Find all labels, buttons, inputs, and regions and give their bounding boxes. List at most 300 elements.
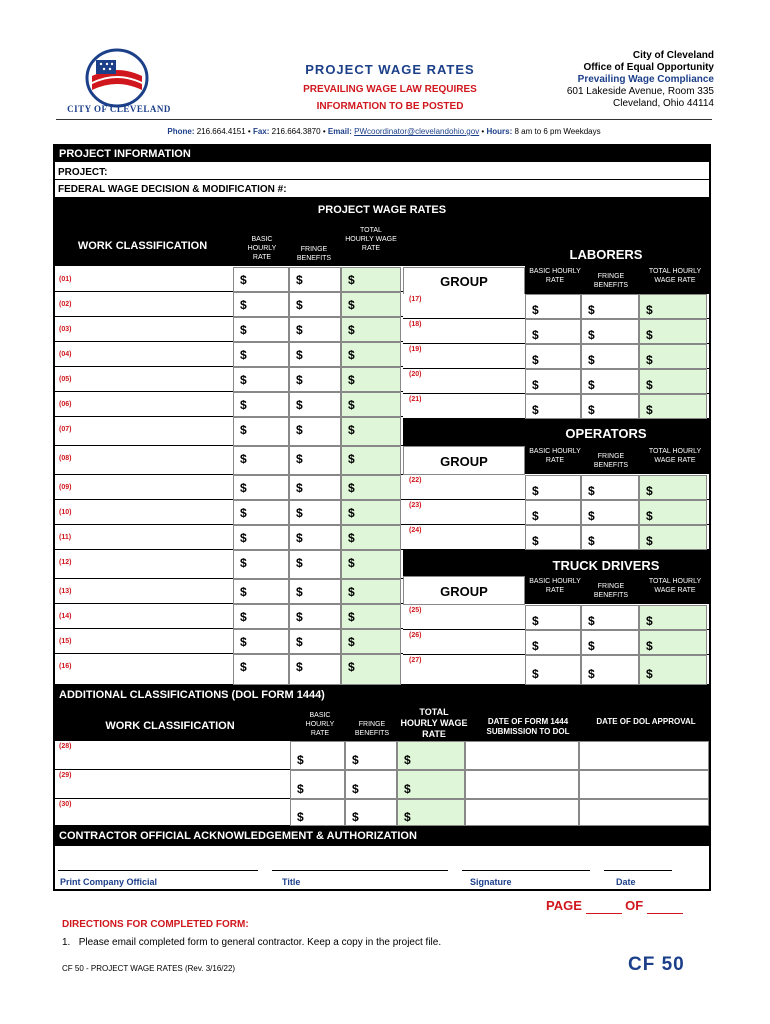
table-row: [55, 770, 709, 799]
dollar-sign: $: [240, 506, 247, 520]
row-number: (13): [59, 588, 72, 595]
fringe-cell[interactable]: [581, 525, 639, 550]
total-rate-cell[interactable]: [639, 475, 707, 500]
total-rate-cell[interactable]: [341, 579, 401, 604]
dollar-sign: $: [348, 323, 355, 337]
dollar-sign: $: [348, 506, 355, 520]
row-number: (14): [59, 613, 72, 620]
row-number: (07): [59, 426, 72, 433]
row-number: (16): [59, 663, 72, 670]
table-row: [55, 741, 709, 770]
fringe-cell[interactable]: [581, 319, 639, 344]
basic-rate-cell[interactable]: [233, 342, 289, 367]
table-row: [403, 319, 709, 344]
dollar-sign: $: [240, 481, 247, 495]
title-line[interactable]: [272, 870, 448, 871]
total-rate-cell[interactable]: [341, 292, 401, 317]
table-row: [403, 475, 709, 500]
fringe-cell[interactable]: [289, 417, 341, 446]
table-row: [55, 799, 709, 826]
rates-heading: PROJECT WAGE RATES: [317, 204, 447, 216]
office-address-block: [494, 50, 714, 110]
dollar-sign: $: [532, 353, 539, 367]
form-code: CF 50: [628, 954, 685, 975]
dollar-sign: $: [588, 378, 595, 392]
dollar-sign: $: [532, 403, 539, 417]
table-row: [403, 394, 709, 419]
table-row: [403, 605, 709, 630]
dollar-sign: $: [352, 753, 359, 767]
project-input[interactable]: [110, 163, 650, 178]
office-city: City of Cleveland: [632, 50, 714, 61]
dollar-sign: $: [532, 378, 539, 392]
project-info-heading: PROJECT INFORMATION: [55, 146, 709, 162]
basic-rate-cell[interactable]: [525, 344, 581, 369]
row-number: (27): [409, 657, 422, 664]
basic-rate-cell[interactable]: [233, 367, 289, 392]
additional-fringe-header: FRINGE BENEFITS: [354, 721, 390, 737]
basic-rate-cell[interactable]: [233, 292, 289, 317]
total-rate-cell[interactable]: [341, 604, 401, 629]
table-row: [403, 525, 709, 550]
federal-label: FEDERAL WAGE DECISION & MODIFICATION #:: [58, 184, 287, 195]
office-name: Office of Equal Opportunity: [583, 62, 714, 73]
total-rate-cell[interactable]: [639, 344, 707, 369]
fringe-cell[interactable]: [345, 741, 397, 770]
dollar-sign: $: [240, 452, 247, 466]
dollar-sign: $: [352, 810, 359, 824]
fringe-cell[interactable]: [581, 344, 639, 369]
dollar-sign: $: [588, 509, 595, 523]
row-number: (05): [59, 376, 72, 383]
basic-rate-cell[interactable]: [233, 654, 289, 685]
operators-total-header: TOTAL HOURLY WAGE RATE: [648, 448, 702, 464]
dollar-sign: $: [404, 753, 411, 767]
date-submission-cell[interactable]: [465, 741, 579, 770]
dollar-sign: $: [296, 506, 303, 520]
operators-title: OPERATORS: [565, 426, 647, 441]
group-label: GROUP: [440, 454, 488, 469]
fringe-cell[interactable]: [289, 500, 341, 525]
basic-rate-cell[interactable]: [525, 319, 581, 344]
dollar-sign: $: [348, 348, 355, 362]
fringe-cell[interactable]: [581, 500, 639, 525]
row-number: (15): [59, 638, 72, 645]
total-rate-cell[interactable]: [397, 770, 465, 799]
signature-line[interactable]: [462, 870, 590, 871]
basic-rate-cell[interactable]: [233, 629, 289, 654]
dollar-sign: $: [296, 585, 303, 599]
basic-rate-cell[interactable]: [233, 579, 289, 604]
phone-value: 216.664.4151: [196, 127, 246, 136]
additional-work-class-label: WORK CLASSIFICATION: [105, 720, 235, 732]
form-id: CF 50 - PROJECT WAGE RATES (Rev. 3/16/22): [62, 964, 236, 973]
dollar-sign: $: [532, 639, 539, 653]
total-rate-cell[interactable]: [639, 525, 707, 550]
row-number: (02): [59, 301, 72, 308]
laborers-total-header: TOTAL HOURLY WAGE RATE: [648, 268, 702, 284]
date-approval-cell[interactable]: [579, 741, 709, 770]
table-row: [55, 267, 403, 292]
dollar-sign: $: [588, 639, 595, 653]
of-label: OF: [625, 898, 644, 913]
dollar-sign: $: [646, 534, 653, 548]
laborers-fringe-header: FRINGE BENEFITS: [593, 273, 629, 289]
project-label: PROJECT:: [58, 167, 108, 178]
date-approval-cell[interactable]: [579, 799, 709, 826]
dollar-sign: $: [588, 403, 595, 417]
page-counter: [546, 898, 683, 914]
dollar-sign: $: [296, 373, 303, 387]
total-rate-cell[interactable]: [639, 394, 707, 419]
table-row: [403, 369, 709, 394]
laborers-title: LABORERS: [569, 247, 643, 262]
email-link[interactable]: PWcoordinator@clevelandohio.gov: [354, 127, 480, 136]
subtitle-line-2: INFORMATION TO BE POSTED: [316, 101, 464, 112]
page-label: PAGE: [546, 898, 582, 913]
table-row: [55, 525, 403, 550]
dollar-sign: $: [296, 635, 303, 649]
row-number: (18): [409, 321, 422, 328]
form-title: PROJECT WAGE RATES: [305, 62, 475, 77]
fringe-cell[interactable]: [581, 294, 639, 319]
table-row: [55, 446, 403, 475]
directions-title: DIRECTIONS FOR COMPLETED FORM:: [62, 919, 249, 930]
office-addr2: Cleveland, Ohio 44114: [613, 98, 714, 109]
total-rate-cell[interactable]: [341, 629, 401, 654]
total-rate-cell[interactable]: [341, 342, 401, 367]
truck-title: TRUCK DRIVERS: [552, 558, 660, 573]
total-rate-cell[interactable]: [341, 417, 401, 446]
table-row: [55, 500, 403, 525]
dollar-sign: $: [348, 556, 355, 570]
truck-basic-header: BASIC HOURLY RATE: [529, 578, 581, 594]
total-rate-cell[interactable]: [639, 630, 707, 655]
group-label: GROUP: [440, 584, 488, 599]
table-row: [55, 604, 403, 629]
dollar-sign: $: [296, 423, 303, 437]
table-row: [55, 654, 403, 685]
dollar-sign: $: [532, 614, 539, 628]
table-row: [403, 294, 709, 319]
additional-date-approval-header: DATE OF DOL APPROVAL: [596, 717, 696, 726]
fringe-cell[interactable]: [289, 629, 341, 654]
basic-rate-cell[interactable]: [525, 500, 581, 525]
dollar-sign: $: [646, 303, 653, 317]
header-divider: [56, 119, 712, 120]
dollar-sign: $: [240, 398, 247, 412]
total-rate-cell[interactable]: [341, 525, 401, 550]
basic-rate-cell[interactable]: [525, 630, 581, 655]
date-submission-cell[interactable]: [465, 770, 579, 799]
total-rate-cell[interactable]: [639, 369, 707, 394]
direction-text: Please email completed form to general contractor. Keep a copy in the project file.: [78, 937, 442, 948]
fax-value: 216.664.3870: [271, 127, 321, 136]
date-label: Date: [616, 877, 636, 887]
dollar-sign: $: [532, 667, 539, 681]
basic-rate-cell[interactable]: [233, 550, 289, 579]
dollar-sign: $: [240, 273, 247, 287]
fringe-cell[interactable]: [289, 392, 341, 417]
fringe-cell[interactable]: [289, 267, 341, 292]
dollar-sign: $: [348, 373, 355, 387]
dollar-sign: $: [240, 373, 247, 387]
fringe-cell[interactable]: [581, 655, 639, 685]
dollar-sign: $: [296, 481, 303, 495]
dollar-sign: $: [588, 534, 595, 548]
dollar-sign: $: [588, 484, 595, 498]
dollar-sign: $: [646, 639, 653, 653]
total-rate-cell[interactable]: [639, 655, 707, 685]
total-rate-cell[interactable]: [639, 605, 707, 630]
fringe-header: FRINGE BENEFITS: [296, 246, 332, 262]
table-row: [403, 655, 709, 685]
basic-rate-cell[interactable]: [290, 741, 345, 770]
hours-label: Hours:: [486, 127, 513, 136]
total-rate-cell[interactable]: [341, 317, 401, 342]
truck-total-header: TOTAL HOURLY WAGE RATE: [648, 578, 702, 594]
dollar-sign: $: [588, 353, 595, 367]
dollar-sign: $: [348, 481, 355, 495]
table-row: [55, 629, 403, 654]
row-number: (17): [409, 296, 422, 303]
subtitle-line-1: PREVAILING WAGE LAW REQUIRES: [303, 84, 477, 95]
separator: •: [322, 127, 326, 136]
row-number: (01): [59, 276, 72, 283]
table-row: [55, 367, 403, 392]
dollar-sign: $: [646, 614, 653, 628]
total-rate-cell[interactable]: [341, 500, 401, 525]
row-number: (30): [59, 801, 72, 808]
total-rate-cell[interactable]: [341, 654, 401, 685]
dollar-sign: $: [646, 378, 653, 392]
dollar-sign: $: [532, 484, 539, 498]
dollar-sign: $: [348, 585, 355, 599]
table-row: [55, 392, 403, 417]
dollar-sign: $: [348, 423, 355, 437]
truck-fringe-header: FRINGE BENEFITS: [593, 583, 629, 599]
basic-rate-cell[interactable]: [525, 394, 581, 419]
federal-field: [58, 180, 708, 196]
basic-rate-cell[interactable]: [233, 446, 289, 475]
fringe-cell[interactable]: [289, 292, 341, 317]
basic-rate-cell[interactable]: [233, 475, 289, 500]
fringe-cell[interactable]: [289, 342, 341, 367]
fringe-cell[interactable]: [289, 367, 341, 392]
contact-line: [56, 127, 712, 136]
fringe-cell[interactable]: [289, 475, 341, 500]
basic-rate-cell[interactable]: [233, 317, 289, 342]
dollar-sign: $: [348, 273, 355, 287]
operators-basic-header: BASIC HOURLY RATE: [529, 448, 581, 464]
separator: •: [481, 127, 485, 136]
total-rate-cell[interactable]: [341, 392, 401, 417]
total-rate-cell[interactable]: [639, 294, 707, 319]
dollar-sign: $: [296, 452, 303, 466]
dollar-sign: $: [240, 635, 247, 649]
row-number: (25): [409, 607, 422, 614]
dollar-sign: $: [532, 328, 539, 342]
dollar-sign: $: [296, 323, 303, 337]
additional-basic-header: BASIC HOURLY RATE: [305, 712, 335, 737]
row-number: (29): [59, 772, 72, 779]
total-rate-cell[interactable]: [341, 550, 401, 579]
fringe-cell[interactable]: [289, 525, 341, 550]
dollar-sign: $: [240, 323, 247, 337]
direction-item-1: [62, 937, 441, 948]
fringe-cell[interactable]: [581, 369, 639, 394]
row-number: (28): [59, 743, 72, 750]
dollar-sign: $: [348, 635, 355, 649]
email-label: Email:: [327, 127, 352, 136]
fringe-cell[interactable]: [581, 475, 639, 500]
total-rate-cell[interactable]: [341, 367, 401, 392]
total-rate-cell[interactable]: [639, 319, 707, 344]
basic-rate-cell[interactable]: [290, 799, 345, 826]
dollar-sign: $: [588, 667, 595, 681]
dollar-sign: $: [240, 423, 247, 437]
dollar-sign: $: [296, 273, 303, 287]
fringe-cell[interactable]: [289, 317, 341, 342]
total-rate-cell[interactable]: [397, 799, 465, 826]
fringe-cell[interactable]: [581, 394, 639, 419]
dollar-sign: $: [646, 353, 653, 367]
phone-label: Phone:: [167, 127, 195, 136]
federal-input[interactable]: [289, 180, 639, 195]
dollar-sign: $: [297, 782, 304, 796]
ack-heading: CONTRACTOR OFFICIAL ACKNOWLEDGEMENT & AUTHORIZATION: [55, 826, 709, 846]
basic-rate-cell[interactable]: [525, 369, 581, 394]
row-number: (19): [409, 346, 422, 353]
dollar-sign: $: [532, 303, 539, 317]
additional-total-header: TOTAL HOURLY WAGE RATE: [400, 707, 468, 739]
basic-rate-cell[interactable]: [233, 417, 289, 446]
fringe-cell[interactable]: [345, 799, 397, 826]
table-row: [55, 579, 403, 604]
dollar-sign: $: [352, 782, 359, 796]
dollar-sign: $: [588, 303, 595, 317]
laborers-basic-header: BASIC HOURLY RATE: [529, 268, 581, 284]
row-number: (10): [59, 509, 72, 516]
group-label: GROUP: [440, 274, 488, 289]
dollar-sign: $: [296, 298, 303, 312]
table-row: [55, 550, 403, 579]
signature-label: Signature: [470, 877, 512, 887]
dollar-sign: $: [296, 556, 303, 570]
basic-rate-cell[interactable]: [290, 770, 345, 799]
print-official-label: Print Company Official: [60, 877, 158, 887]
operators-fringe-header: FRINGE BENEFITS: [593, 453, 629, 469]
dollar-sign: $: [646, 509, 653, 523]
dollar-sign: $: [297, 753, 304, 767]
additional-date-submission-header: DATE OF FORM 1444 SUBMISSION TO DOL: [486, 717, 570, 736]
dollar-sign: $: [297, 810, 304, 824]
page-number-input[interactable]: [586, 898, 622, 914]
total-rate-cell[interactable]: [341, 446, 401, 475]
hours-value: 8 am to 6 pm Weekdays: [514, 127, 601, 136]
basic-rate-cell[interactable]: [525, 525, 581, 550]
dollar-sign: $: [646, 667, 653, 681]
fringe-cell[interactable]: [289, 604, 341, 629]
operators-group-box: [403, 446, 525, 475]
table-row: [55, 475, 403, 500]
basic-rate-cell[interactable]: [525, 294, 581, 319]
dollar-sign: $: [404, 782, 411, 796]
dollar-sign: $: [348, 452, 355, 466]
fringe-cell[interactable]: [289, 579, 341, 604]
basic-rate-cell[interactable]: [525, 655, 581, 685]
dollar-sign: $: [240, 660, 247, 674]
fringe-cell[interactable]: [289, 446, 341, 475]
direction-num: 1.: [62, 937, 71, 948]
dollar-sign: $: [348, 660, 355, 674]
total-rate-cell[interactable]: [341, 475, 401, 500]
basic-rate-cell[interactable]: [233, 500, 289, 525]
basic-rate-cell[interactable]: [525, 475, 581, 500]
basic-rate-cell[interactable]: [233, 267, 289, 292]
form-subtitle: [270, 81, 510, 115]
dollar-sign: $: [296, 398, 303, 412]
fax-label: Fax:: [252, 127, 270, 136]
table-row: [55, 342, 403, 367]
page-total-input[interactable]: [647, 898, 683, 914]
total-rate-cell[interactable]: [341, 267, 401, 292]
date-approval-cell[interactable]: [579, 770, 709, 799]
table-row: [403, 344, 709, 369]
truck-group-box: [403, 576, 525, 605]
dollar-sign: $: [296, 531, 303, 545]
basic-rate-cell[interactable]: [233, 604, 289, 629]
office-addr1: 601 Lakeside Avenue, Room 335: [566, 86, 714, 97]
row-number: (03): [59, 326, 72, 333]
row-number: (24): [409, 527, 422, 534]
dollar-sign: $: [646, 403, 653, 417]
fringe-cell[interactable]: [581, 630, 639, 655]
row-number: (08): [59, 455, 72, 462]
dollar-sign: $: [588, 328, 595, 342]
total-rate-cell[interactable]: [639, 500, 707, 525]
date-line[interactable]: [604, 870, 672, 871]
fringe-cell[interactable]: [289, 654, 341, 685]
fringe-cell[interactable]: [581, 605, 639, 630]
fringe-cell[interactable]: [345, 770, 397, 799]
row-number: (23): [409, 502, 422, 509]
dollar-sign: $: [240, 610, 247, 624]
row-number: (12): [59, 559, 72, 566]
row-number: (11): [59, 534, 72, 541]
table-row: [55, 317, 403, 342]
basic-rate-cell[interactable]: [233, 525, 289, 550]
row-number: (20): [409, 371, 422, 378]
row-number: (06): [59, 401, 72, 408]
print-official-line[interactable]: [58, 870, 258, 871]
dollar-sign: $: [588, 614, 595, 628]
laborers-group-box: [403, 267, 525, 295]
dollar-sign: $: [240, 298, 247, 312]
dollar-sign: $: [348, 610, 355, 624]
basic-rate-cell[interactable]: [233, 392, 289, 417]
fringe-cell[interactable]: [289, 550, 341, 579]
separator: •: [247, 127, 251, 136]
title-label: Title: [282, 877, 301, 887]
dollar-sign: $: [646, 328, 653, 342]
city-logo-text: CITY OF CLEVELAND: [67, 104, 171, 114]
total-rate-cell[interactable]: [397, 741, 465, 770]
dollar-sign: $: [404, 810, 411, 824]
basic-rate-cell[interactable]: [525, 605, 581, 630]
work-class-label: WORK CLASSIFICATION: [77, 240, 208, 252]
date-submission-cell[interactable]: [465, 799, 579, 826]
